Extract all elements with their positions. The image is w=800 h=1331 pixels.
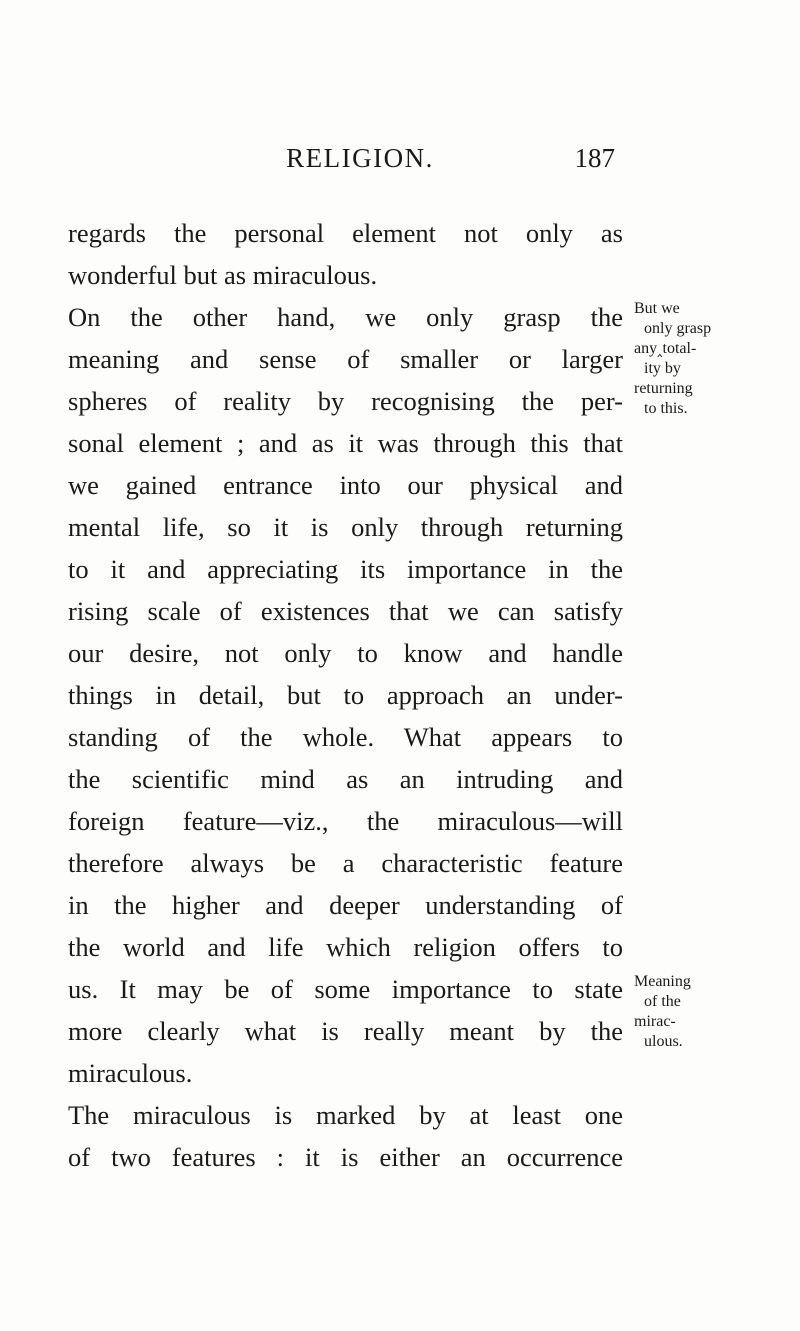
margin-note-line: to this. — [644, 400, 688, 417]
text-line: sonal element ; and as it was through this that — [68, 428, 623, 458]
text-line: foreign feature—viz., the miraculous—will — [68, 806, 623, 836]
margin-note-line: ity by — [644, 360, 681, 377]
text-line: spheres of reality by recognising the per- — [68, 386, 623, 416]
text-line: miraculous. — [68, 1058, 193, 1088]
margin-note-line: only grasp — [644, 320, 712, 337]
text-line: to it and appreciating its importance in the — [68, 554, 623, 584]
text-line: standing of the whole. What appears to — [68, 722, 623, 752]
margin-note-line: any‸total- — [634, 340, 697, 357]
text-line: regards the personal element not only as — [68, 218, 623, 248]
running-head-title: RELIGION. — [286, 143, 434, 173]
text-line: we gained entrance into our physical and — [68, 470, 623, 500]
text-line: therefore always be a characteristic feature — [68, 848, 623, 878]
text-line: The miraculous is marked by at least one — [68, 1100, 623, 1130]
margin-note-line: Meaning — [634, 973, 691, 990]
margin-note-line: But we — [634, 300, 680, 317]
text-line: meaning and sense of smaller or larger — [68, 344, 623, 374]
margin-note-line: returning — [634, 380, 693, 397]
margin-note-line: mirac- — [634, 1013, 676, 1030]
text-line: mental life, so it is only through returning — [68, 512, 623, 542]
text-line: in the higher and deeper understanding of — [68, 890, 623, 920]
text-line: of two features : it is either an occurrence — [68, 1142, 623, 1172]
page-number: 187 — [574, 143, 615, 173]
text-line: rising scale of existences that we can satisfy — [68, 596, 623, 626]
text-line: our desire, not only to know and handle — [68, 638, 623, 668]
margin-note-line: ulous. — [644, 1033, 683, 1050]
text-line: On the other hand, we only grasp the — [68, 302, 623, 332]
text-line: wonderful but as miraculous. — [68, 260, 378, 290]
text-line: the world and life which religion offers to — [68, 932, 623, 962]
text-line: the scientific mind as an intruding and — [68, 764, 623, 794]
text-line: us. It may be of some importance to state — [68, 974, 623, 1004]
margin-note-line: of the — [644, 993, 681, 1010]
text-line: things in detail, but to approach an under- — [68, 680, 623, 710]
text-line: more clearly what is really meant by the — [68, 1016, 623, 1046]
